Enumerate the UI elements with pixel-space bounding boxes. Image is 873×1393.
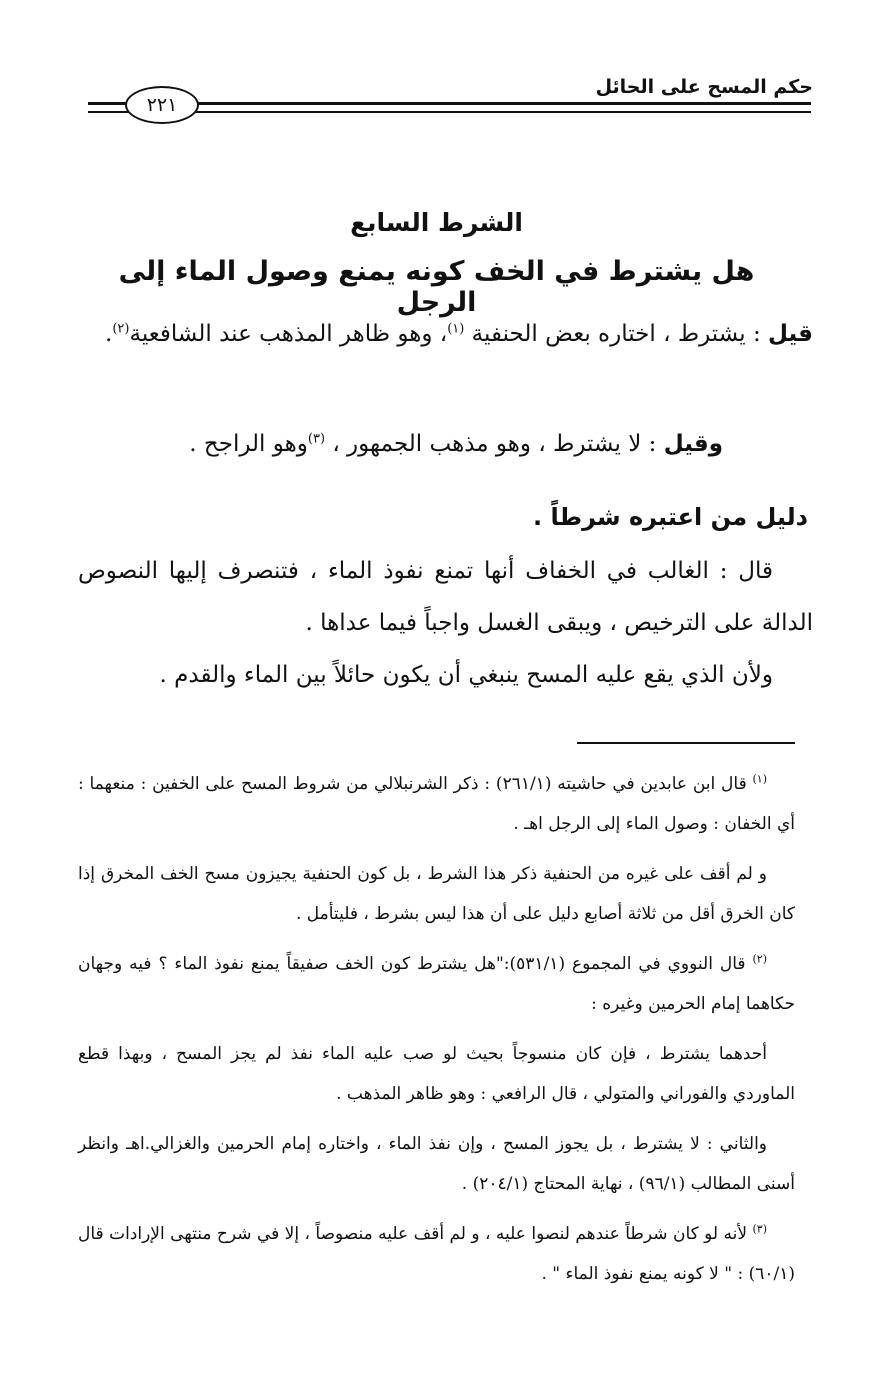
footnote-mark: (٣) bbox=[752, 1222, 767, 1236]
section-title: الشرط السابع bbox=[350, 208, 523, 237]
paragraph-evidence-2: ولأن الذي يقع عليه المسح ينبغي أن يكون حائلاً بين الماء والقدم . bbox=[159, 662, 773, 688]
footnote-text: قال النووي في المجموع (٥٣١/١):"هل يشترط كون الخف صفيقاً يمنع نفوذ الماء ؟ فيه وجهان حكاهما إمام الحرمين وغيره : bbox=[78, 954, 795, 1014]
paragraph-evidence-1: قال : الغالب في الخفاف أنها تمنع نفوذ الماء ، فتنصرف إليها النصوص الدالة على الترخيص ، ويبقى الغسل واجباً فيما عداها . bbox=[78, 558, 813, 636]
evidence-heading: دليل من اعتبره شرطاً . bbox=[532, 503, 808, 531]
opinion-text: : يشترط ، اختاره بعض الحنفية bbox=[464, 321, 769, 347]
opinion-end: . bbox=[105, 321, 113, 347]
opinion-lead: وقيل bbox=[663, 431, 723, 457]
footnote-text: قال ابن عابدين في حاشيته (٢٦١/١) : ذكر الشرنبلالي من شروط المسح على الخفين : منعهما : أي الخفان : وصول الماء إلى الرجل اهـ . bbox=[78, 774, 795, 834]
footnote-2-cont-2: والثاني : لا يشترط ، بل يجوز المسح ، وإن نفذ الماء ، واختاره إمام الحرمين والغزالي.اهـ وانظر أسنى المطالب (٩٦/١) ، نهاية المحتاج (٢٠٤/١) . bbox=[78, 1134, 795, 1194]
opinion-text: : لا يشترط ، وهو مذهب الجمهور ، bbox=[325, 431, 664, 457]
footnote-3 bbox=[78, 1214, 795, 1294]
running-title: حكم المسح على الحائل bbox=[595, 76, 813, 98]
footnote-text: لأنه لو كان شرطاً عندهم لنصوا عليه ، و لم أقف عليه منصوصاً ، إلا في شرح منتهى الإرادات قال (٦٠/١) : " لا كونه يمنع نفوذ الماء " . bbox=[78, 1224, 795, 1284]
opinion-lead: قيل bbox=[768, 321, 813, 347]
footnote-mark: (١) bbox=[752, 772, 767, 786]
paragraph-second-opinion bbox=[78, 418, 723, 470]
footnote-1-cont: و لم أقف على غيره من الحنفية ذكر هذا الشرط ، بل كون الحنفية يجيزون مسح الخف المخرق إذا كان الخرق أقل من ثلاثة أصابع دليل على أن هذا ليس بشرط ، فليتأمل . bbox=[78, 864, 795, 924]
footnote-2 bbox=[78, 944, 795, 1024]
footnote-separator bbox=[577, 742, 795, 744]
footnote-ref-1[interactable]: (١) bbox=[447, 321, 465, 337]
footnote-ref-3[interactable]: (٣) bbox=[307, 431, 326, 447]
page-number: ٢٢١ bbox=[125, 86, 199, 124]
paragraph-first-opinion bbox=[78, 308, 813, 360]
footnote-ref-2[interactable]: (٢) bbox=[112, 321, 130, 337]
opinion-text-cont: وهو الراجح . bbox=[189, 431, 308, 457]
footnote-2-cont-1: أحدهما يشترط ، فإن كان منسوجاً بحيث لو صب عليه الماء نفذ لم يجز المسح ، وبهذا قطع الماوردي والفوراني والمتولي ، قال الرافعي : وهو ظاهر المذهب . bbox=[78, 1044, 795, 1104]
footnote-1 bbox=[78, 764, 795, 844]
footnote-mark: (٢) bbox=[752, 952, 767, 966]
section-subtitle: هل يشترط في الخف كونه يمنع وصول الماء إلى الرجل bbox=[118, 256, 755, 318]
opinion-text-cont: ، وهو ظاهر المذهب عند الشافعية bbox=[129, 321, 448, 347]
